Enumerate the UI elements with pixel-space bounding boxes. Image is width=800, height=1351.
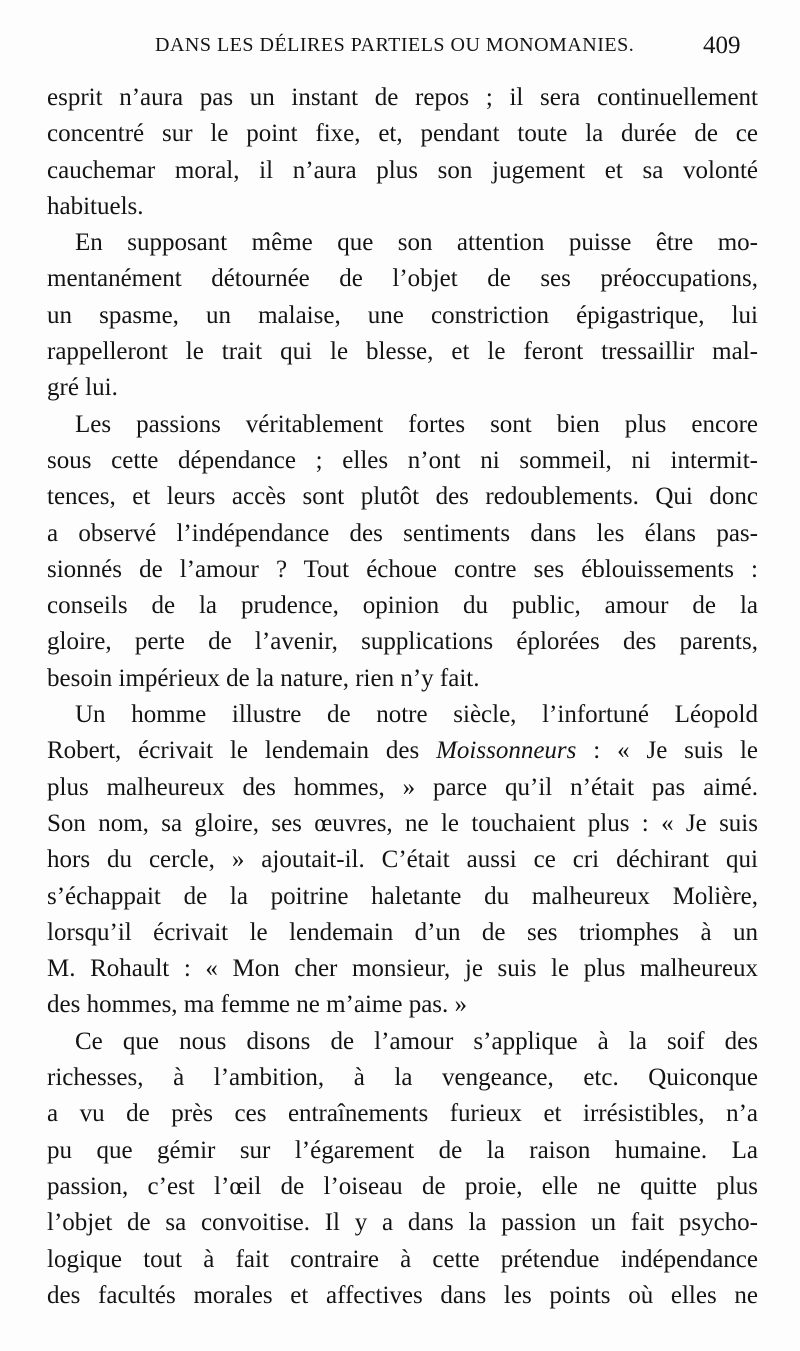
text-line: M. Rohault : « Mon cher monsieur, je suis le plus malheureux [47,955,758,983]
running-title: DANS LES DÉLIRES PARTIELS OU MONOMANIES. [155,34,635,56]
paragraph [47,1024,758,1314]
text-line: des hommes, ma femme ne m’aime pas. » [47,991,468,1019]
text-line: richesses, à l’ambition, à la vengeance, etc. Quiconque [47,1064,758,1092]
text-line: passion, c’est l’œil de l’oiseau de proie, elle ne quitte plus [47,1172,758,1200]
text-line: hors du cercle, » ajoutait-il. C’était aussi ce cri déchirant qui [47,846,758,874]
text-line: Son nom, sa gloire, ses œuvres, ne le touchaient plus : « Je suis [47,809,758,837]
text-line: l’objet de sa convoitise. Il y a dans la passion un fait psycho- [47,1209,758,1237]
text-line: Ce que nous disons de l’amour s’applique à la soif des [75,1027,758,1055]
running-head [0,32,800,66]
paragraph [47,697,758,1024]
text-line: rappelleront le trait qui le blesse, et le feront tressaillir mal- [47,338,758,366]
text-line: concentré sur le point fixe, et, pendant toute la durée de ce [47,120,758,148]
text-line: sous cette dépendance ; elles n’ont ni sommeil, ni intermit- [47,446,758,474]
text-line: Les passions véritablement fortes sont bien plus encore [75,410,758,438]
paragraph [47,225,758,406]
text-line: pu que gémir sur l’égarement de la raison humaine. La [47,1136,758,1164]
italic-title: Moissonneurs [436,737,577,765]
text-line-with-title [47,733,758,769]
paragraph [47,80,758,225]
text-line: des facultés morales et affectives dans les points où elles ne [47,1281,758,1309]
text-line: logique tout à fait contraire à cette prétendue indépendance [47,1245,758,1273]
text-line: mentanément détournée de l’objet de ses préoccupations, [47,265,758,293]
text-line: un spasme, un malaise, une constriction épigastrique, lui [47,301,758,329]
paragraph [47,407,758,697]
text-line: lorsqu’il écrivait le lendemain d’un de ses triomphes à un [47,918,758,946]
text-line: s’échappait de la poitrine haletante du malheureux Molière, [47,882,758,910]
text-line: esprit n’aura pas un instant de repos ; il sera continuellement [47,84,758,111]
text-line: Un homme illustre de notre siècle, l’infortuné Léopold [75,701,758,729]
text-line: tences, et leurs accès sont plutôt des redoublements. Qui donc [47,483,758,511]
text-line: a observé l’indépendance des sentiments dans les élans pas- [47,519,758,547]
text-line: gloire, perte de l’avenir, supplications éplorées des parents, [47,628,758,656]
text-line: En supposant même que son attention puisse être mo- [75,229,758,257]
text-line: besoin impérieux de la nature, rien n’y fait. [47,664,480,692]
text-line: conseils de la prudence, opinion du public, amour de la [47,592,758,620]
text-segment: : « Je suis le [576,737,758,765]
text-line: sionnés de l’amour ? Tout échoue contre ses éblouissements : [47,555,758,583]
text-segment: Robert, écrivait le lendemain des [47,737,420,765]
text-line: cauchemar moral, il n’aura plus son jugement et sa volonté [47,156,758,184]
text-line: gré lui. [47,374,118,402]
page-number: 409 [703,32,741,59]
body-text [47,80,758,1314]
text-line: plus malheureux des hommes, » parce qu’il n’était pas aimé. [47,773,758,801]
text-line: habituels. [47,192,144,220]
text-line: a vu de près ces entraînements furieux et irrésistibles, n’a [47,1100,758,1128]
